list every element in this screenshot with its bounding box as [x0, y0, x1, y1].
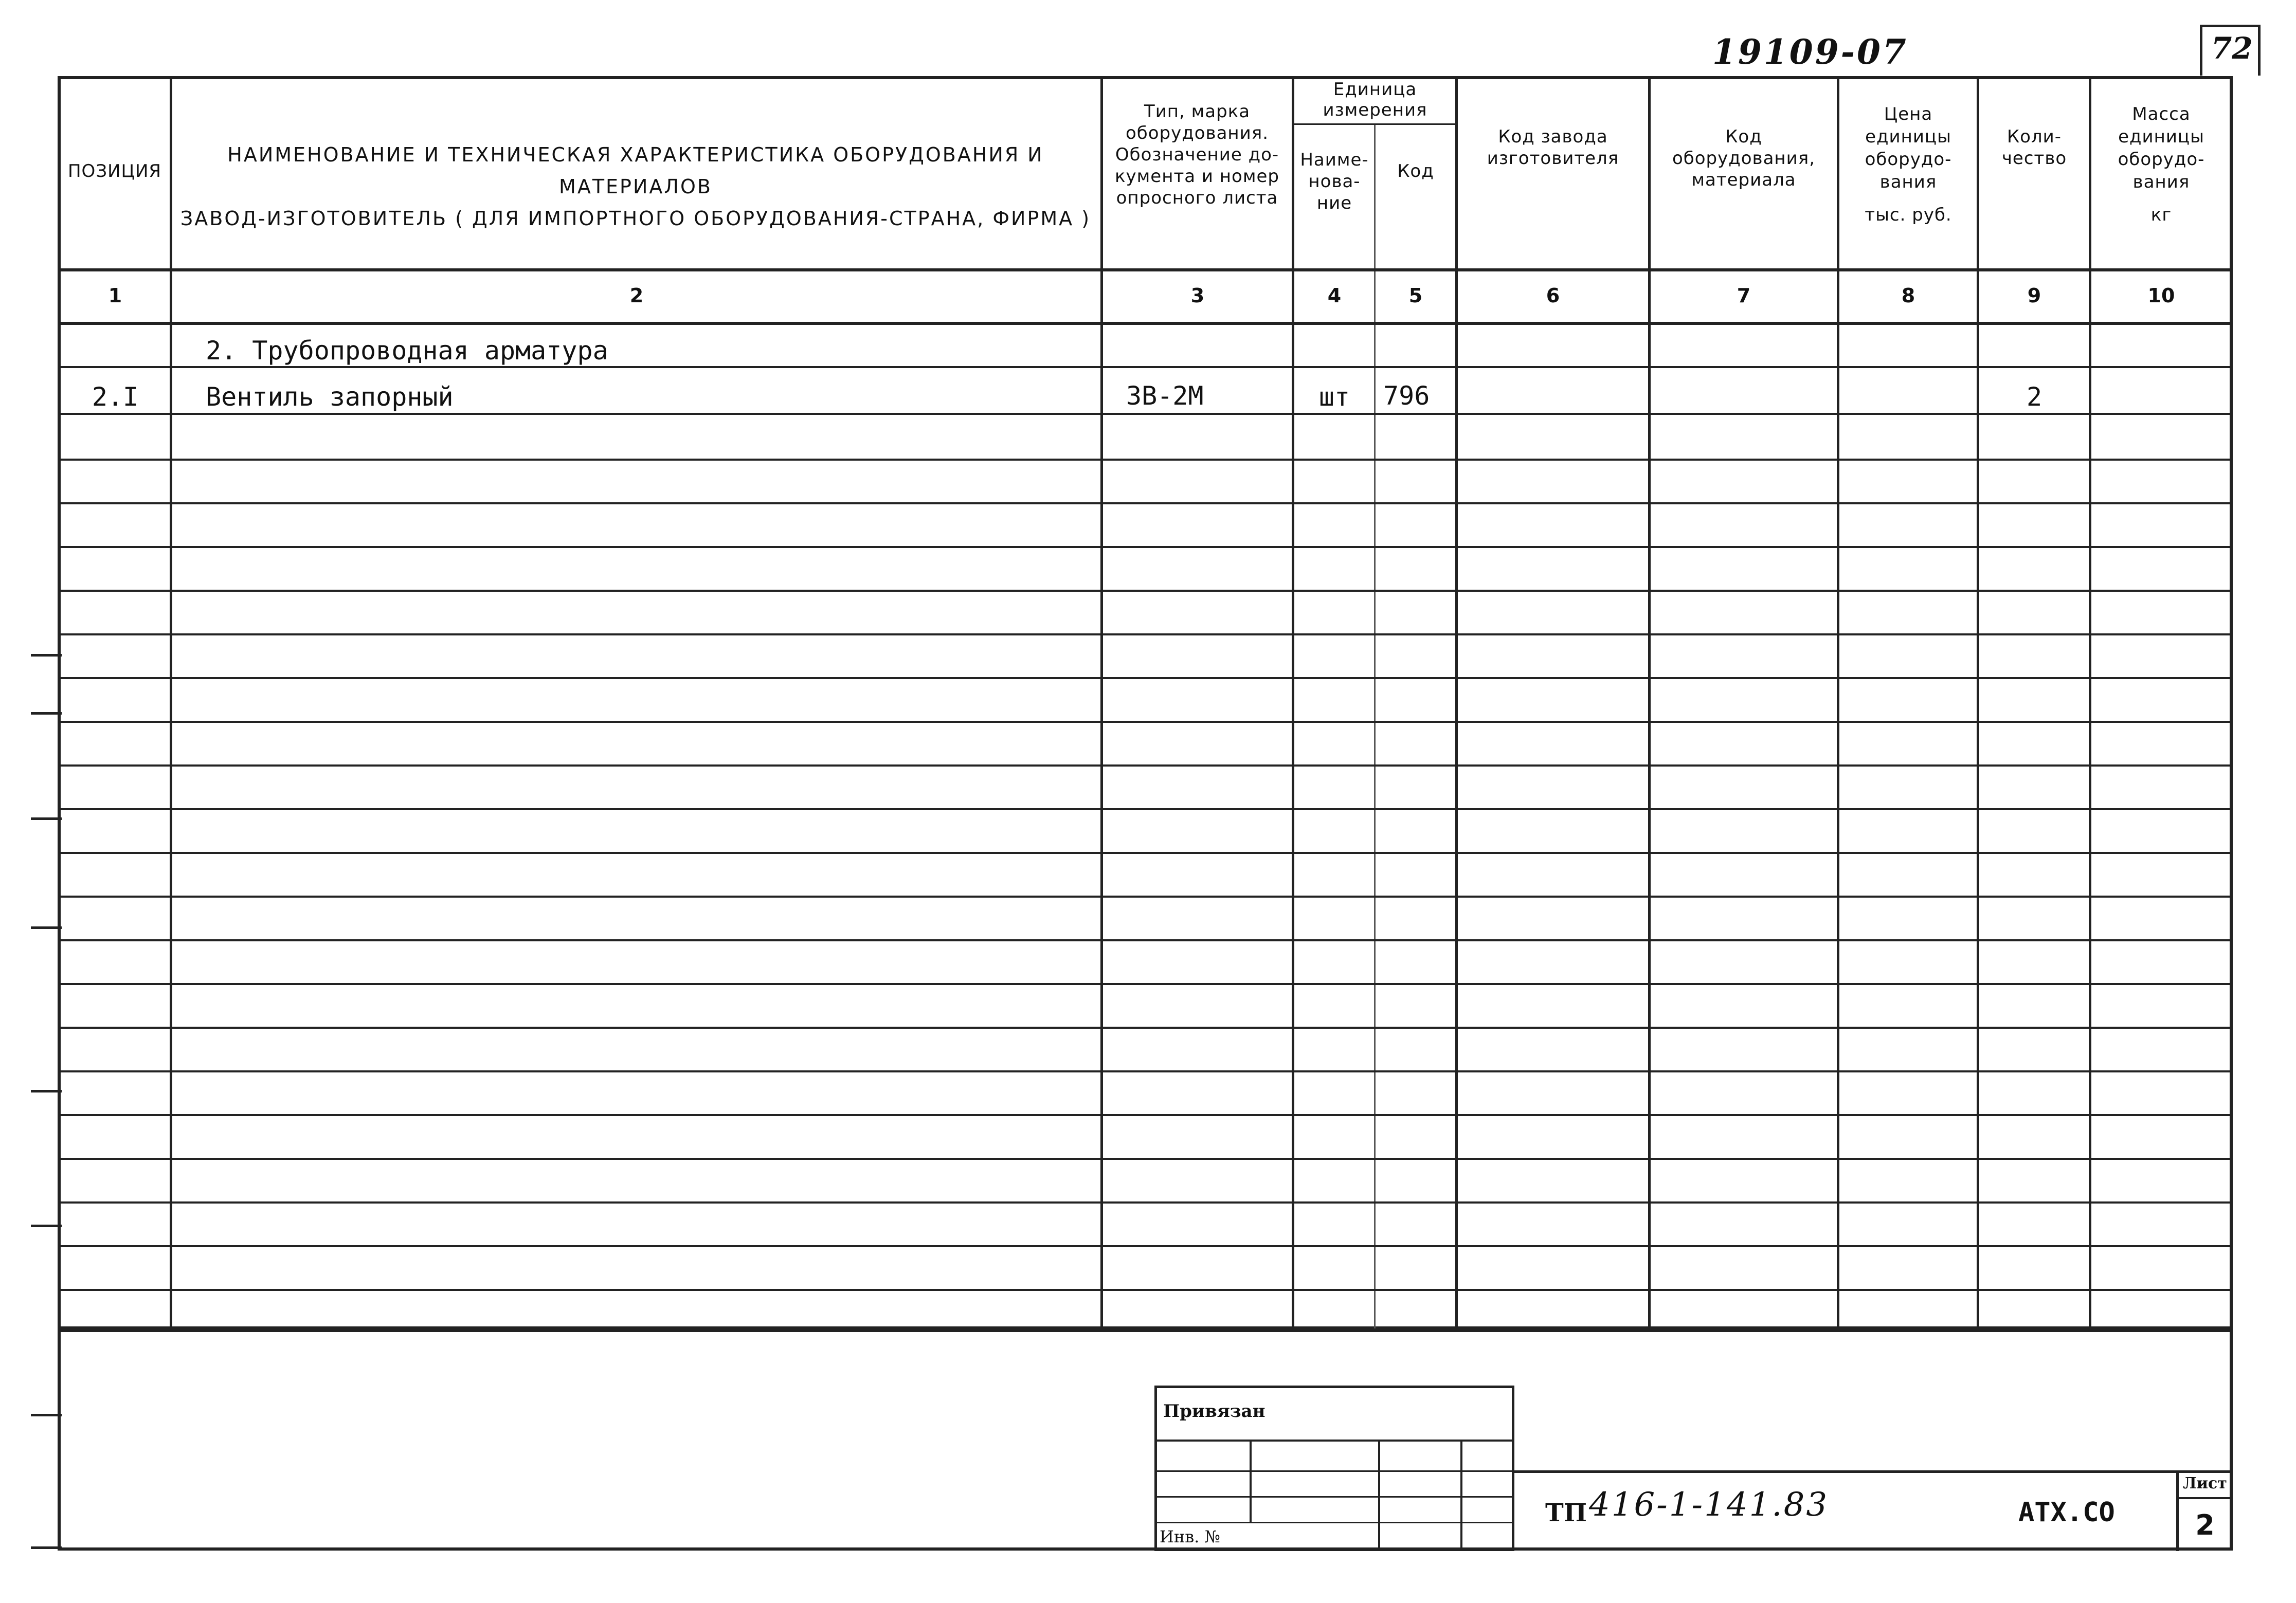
item-quantity: 2 [2026, 382, 2042, 412]
col-number-1: 1 [108, 284, 122, 307]
item-unit-code: 796 [1383, 381, 1430, 411]
item-position: 2.I [92, 382, 139, 412]
col-number-4: 4 [1327, 284, 1342, 307]
col-number-8: 8 [1901, 284, 1915, 307]
tp-number: 416-1-141.83 [1589, 1486, 1829, 1524]
header-col-equipment-code: Код оборудования, материала [1672, 126, 1816, 190]
col-line-3 [1292, 76, 1294, 1329]
header-col-name-line3: ЗАВОД-ИЗГОТОВИТЕЛЬ ( ДЛЯ ИМПОРТНОГО ОБОРУДОВАНИЯ-СТРАНА, ФИРМА ) [180, 207, 1091, 230]
numbers-bottom-line [58, 322, 2233, 325]
col-line-4 [1374, 123, 1376, 1329]
unit-group-divider [1292, 123, 1456, 125]
sheet-number: 2 [2195, 1509, 2215, 1541]
bottom-frame [58, 1329, 2233, 1551]
col-number-5: 5 [1408, 284, 1423, 307]
header-col-factory-code: Код завода изготовителя [1487, 126, 1619, 169]
title-block-top [1514, 1470, 2233, 1473]
col-number-3: 3 [1190, 284, 1205, 307]
item-name: Вентиль запорный [206, 382, 454, 412]
header-col-unit-code: Код [1397, 161, 1434, 181]
col-number-2: 2 [629, 284, 644, 307]
header-col-quantity: Коли- чество [2001, 126, 2067, 169]
header-col-price: Цена единицы оборудо- вания тыс. руб. [1865, 104, 1952, 225]
col-number-6: 6 [1546, 284, 1560, 307]
inv-number-label: Инв. № [1160, 1527, 1220, 1546]
header-unit-group: Единица измерения [1323, 79, 1427, 120]
col-line-2 [1100, 76, 1103, 1329]
header-col-mass: Масса единицы оборудо- вания кг [2118, 104, 2205, 225]
item-unit-name: шт [1318, 382, 1350, 412]
section-title: 2. Трубопроводная арматура [206, 336, 608, 366]
header-col-name [173, 139, 1098, 234]
header-col-name-line1: НАИМЕНОВАНИЕ И ТЕХНИЧЕСКАЯ ХАРАКТЕРИСТИКА ОБОРУДОВАНИЯ И [227, 143, 1044, 166]
header-bottom-line [58, 268, 2233, 271]
doc-code: АТХ.СО [2018, 1497, 2115, 1528]
table-frame [58, 76, 2233, 1329]
tp-prefix: ТП [1545, 1499, 1587, 1527]
col-number-10: 10 [2147, 284, 2175, 307]
col-number-7: 7 [1737, 284, 1751, 307]
privyazan-label: Привязан [1163, 1401, 1265, 1422]
col-line-7 [1837, 76, 1839, 1329]
col-number-9: 9 [2027, 284, 2041, 307]
item-type: 3В-2М [1126, 381, 1204, 411]
col-line-8 [1977, 76, 1979, 1329]
col-line-9 [2089, 76, 2091, 1329]
header-col-position: ПОЗИЦИЯ [67, 161, 161, 181]
document-number: 19109-07 [1712, 32, 1908, 72]
col-line-1 [170, 76, 172, 1329]
header-col-unit-name: Наиме- нова- ние [1300, 150, 1369, 213]
sheet-label: Лист [2183, 1474, 2227, 1492]
col-line-5 [1455, 76, 1458, 1329]
corner-sheet-number: 72 [2211, 31, 2253, 66]
col-line-6 [1648, 76, 1651, 1329]
header-col-type: Тип, марка оборудования. Обозначение до- кумента и номер опросного листа [1115, 101, 1279, 208]
header-col-name-line2: МАТЕРИАЛОВ [559, 175, 712, 198]
